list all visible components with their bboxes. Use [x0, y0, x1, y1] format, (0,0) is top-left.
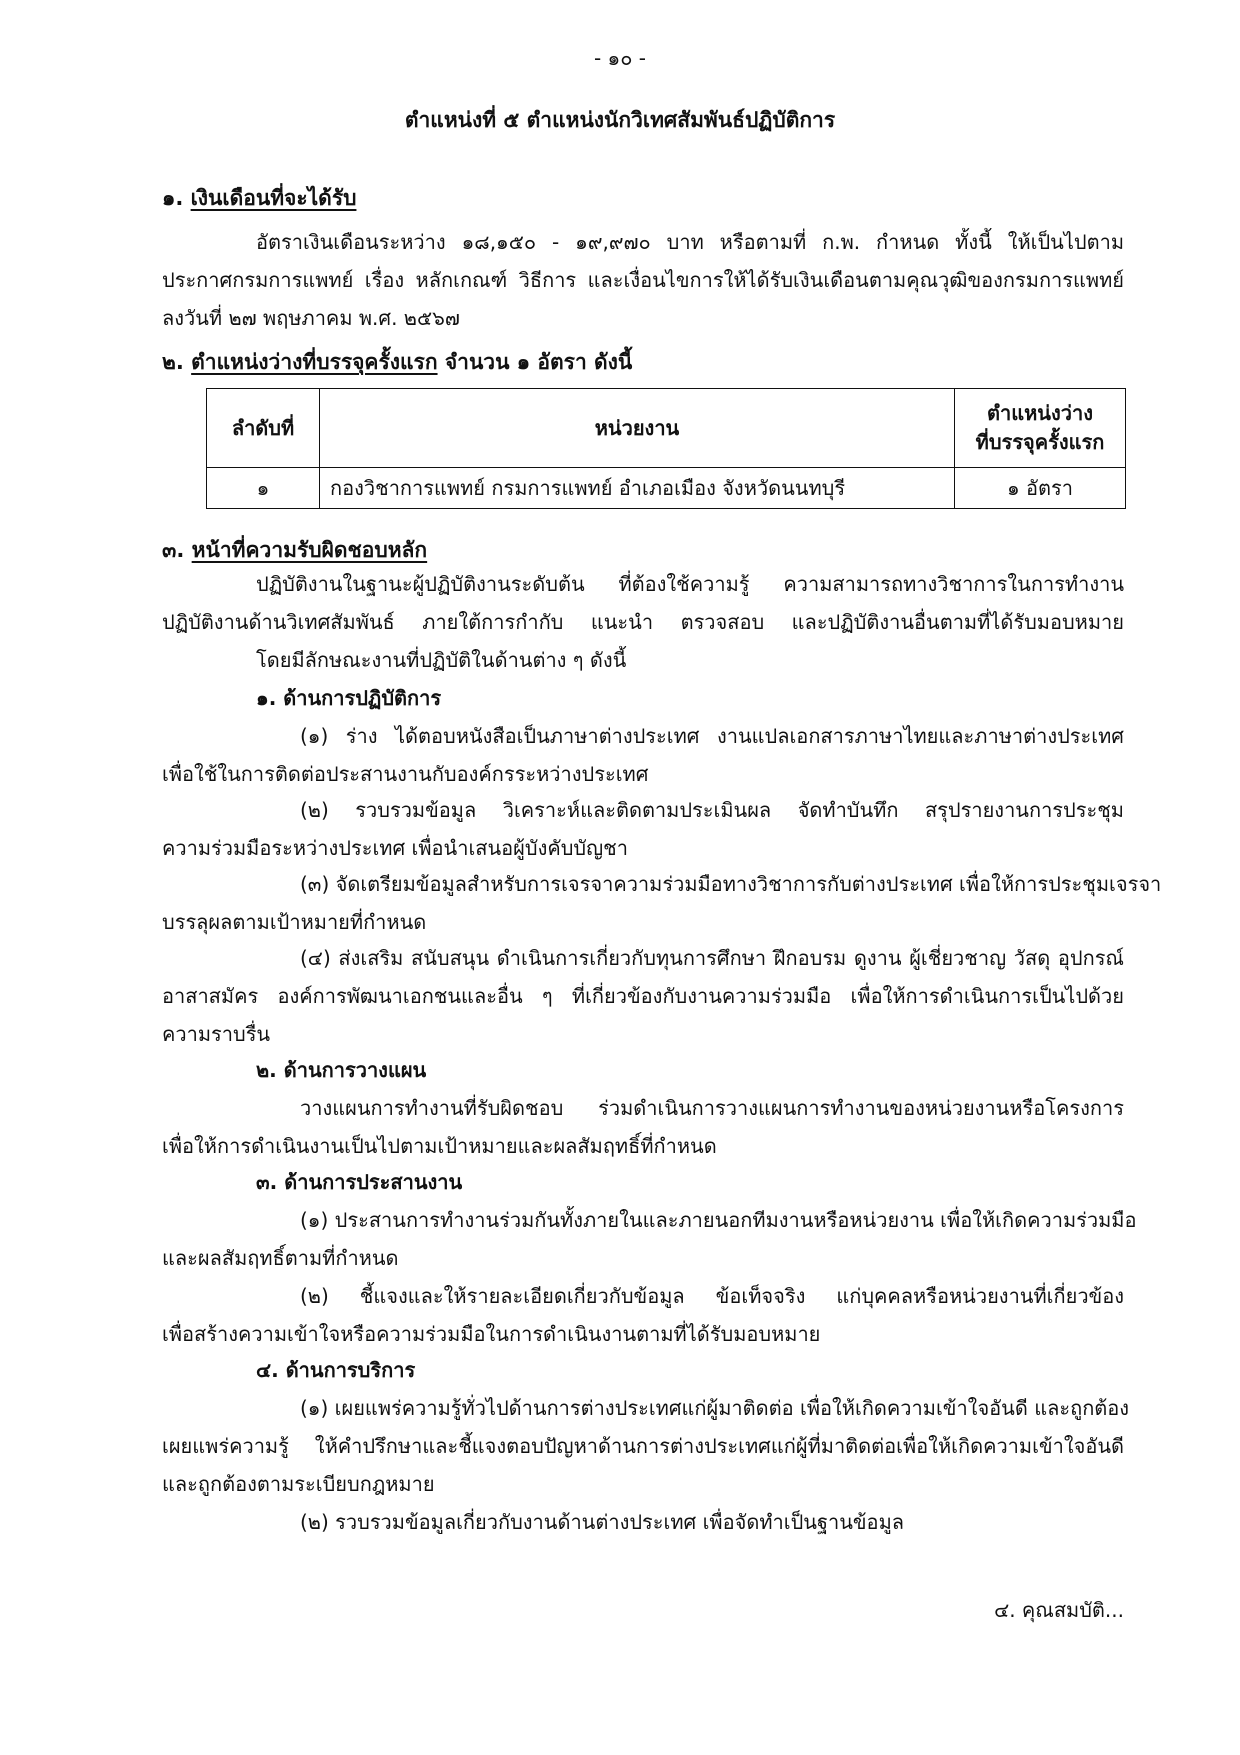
service-item-line: และถูกต้องตามระเบียบกฎหมาย [162, 1472, 435, 1496]
operations-item-line: อาสาสมัคร องค์การพัฒนาเอกชนและอื่น ๆ ที่เกี่ยวข้องกับงานความร่วมมือ เพื่อให้การดำเนินการเป็นไปด้วย [162, 984, 1124, 1008]
operations-item-line: (๒) รวบรวมข้อมูล วิเคราะห์และติดตามประเมินผล จัดทำบันทึก สรุปรายงานการประชุม [300, 798, 1124, 822]
operations-item-line: (๓) จัดเตรียมข้อมูลสำหรับการเจรจาความร่วมมือทางวิชาการกับต่างประเทศ เพื่อให้การประชุมเจรจา [300, 872, 1162, 896]
section-title: เงินเดือนที่จะได้รับ [190, 186, 357, 210]
operations-item-line: ความร่วมมือระหว่างประเทศ เพื่อนำเสนอผู้บังคับบัญชา [162, 836, 628, 860]
subsection-operations-heading: ๑. ด้านการปฏิบัติการ [256, 686, 442, 710]
page-title: ตำแหน่งที่ ๕ ตำแหน่งนักวิเทศสัมพันธ์ปฏิบัติการ [404, 108, 836, 132]
duties-intro-line: ปฏิบัติงานในฐานะผู้ปฏิบัติงานระดับต้น ที่ต้องใช้ความรู้ ความสามารถทางวิชาการในการทำงาน [256, 572, 1124, 596]
service-item-line: (๑) เผยแพร่ความรู้ทั่วไปด้านการต่างประเทศแก่ผู้มาติดต่อ เพื่อให้เกิดความเข้าใจอันดี และถูกต้อง [300, 1396, 1130, 1420]
column-header-vacancy-line2: ที่บรรจุครั้งแรก [975, 430, 1105, 454]
operations-item-line: บรรลุผลตามเป้าหมายที่กำหนด [162, 910, 427, 934]
coordination-item-line: (๒) ชี้แจงและให้รายละเอียดเกี่ยวกับข้อมูล ข้อเท็จจริง แก่บุคคลหรือหน่วยงานที่เกี่ยวข้อง [300, 1284, 1124, 1308]
section-salary-heading [162, 188, 356, 209]
table-header-row [207, 389, 1126, 468]
section-vacancy-heading [162, 352, 632, 373]
section-number: ๒. [162, 350, 184, 374]
operations-item-line: (๔) ส่งเสริม สนับสนุน ดำเนินการเกี่ยวกับทุนการศึกษา ฝึกอบรม ดูงาน ผู้เชี่ยวชาญ วัสดุ อุปกรณ์ [300, 946, 1124, 970]
column-header-vacancy [955, 389, 1126, 468]
coordination-item-line: และผลสัมฤทธิ์ตามที่กำหนด [162, 1246, 399, 1270]
salary-line: อัตราเงินเดือนระหว่าง ๑๘,๑๕๐ - ๑๙,๙๗๐ บาท หรือตามที่ ก.พ. กำหนด ทั้งนี้ ให้เป็นไปตาม [256, 230, 1125, 254]
operations-item-line: ความราบรื่น [162, 1022, 271, 1046]
operations-item-line: เพื่อใช้ในการติดต่อประสานงานกับองค์กรระหว่างประเทศ [162, 762, 649, 786]
cell-vacancy: ๑ อัตรา [955, 468, 1126, 509]
section-number: ๑. [162, 186, 184, 210]
column-header-unit: หน่วยงาน [320, 389, 955, 468]
service-item-line: (๒) รวบรวมข้อมูลเกี่ยวกับงานด้านต่างประเทศ เพื่อจัดทำเป็นฐานข้อมูล [300, 1510, 905, 1534]
section-duties-heading [162, 540, 427, 561]
service-item-line: เผยแพร่ความรู้ ให้คำปรึกษาและชี้แจงตอบปัญหาด้านการต่างประเทศแก่ผู้ที่มาติดต่อเพื่อให้เกิดความเข้าใจอันดี [162, 1434, 1124, 1458]
subsection-planning-heading: ๒. ด้านการวางแผน [256, 1058, 427, 1082]
column-header-vacancy-line1: ตำแหน่งว่าง [987, 401, 1093, 425]
operations-item-line: (๑) ร่าง ได้ตอบหนังสือเป็นภาษาต่างประเทศ งานแปลเอกสารภาษาไทยและภาษาต่างประเทศ [300, 724, 1124, 748]
planning-line: เพื่อให้การดำเนินงานเป็นไปตามเป้าหมายและผลสัมฤทธิ์ที่กำหนด [162, 1134, 717, 1158]
coordination-item-line: เพื่อสร้างความเข้าใจหรือความร่วมมือในการดำเนินงานตามที่ได้รับมอบหมาย [162, 1322, 821, 1346]
section-title: หน้าที่ความรับผิดชอบหลัก [191, 538, 428, 562]
duties-intro-line: โดยมีลักษณะงานที่ปฏิบัติในด้านต่าง ๆ ดังนี้ [256, 648, 627, 672]
column-header-order: ลำดับที่ [207, 389, 320, 468]
subsection-coordination-heading: ๓. ด้านการประสานงาน [256, 1170, 463, 1194]
cell-order: ๑ [207, 468, 320, 509]
section-number: ๓. [162, 538, 185, 562]
cell-unit: กองวิชาการแพทย์ กรมการแพทย์ อำเภอเมือง จังหวัดนนทบุรี [320, 468, 955, 509]
vacancy-table [206, 388, 1126, 509]
salary-line: ประกาศกรมการแพทย์ เรื่อง หลักเกณฑ์ วิธีการ และเงื่อนไขการให้ได้รับเงินเดือนตามคุณวุฒิของกรมการแพทย์ [162, 268, 1124, 292]
planning-line: วางแผนการทำงานที่รับผิดชอบ ร่วมดำเนินการวางแผนการทำงานของหน่วยงานหรือโครงการ [300, 1096, 1124, 1120]
section-title: ตำแหน่งว่างที่บรรจุครั้งแรก [191, 350, 438, 374]
duties-intro-line: ปฏิบัติงานด้านวิเทศสัมพันธ์ ภายใต้การกำกับ แนะนำ ตรวจสอบ และปฏิบัติงานอื่นตามที่ได้รับมอบหมาย [162, 610, 1124, 634]
subsection-service-heading: ๔. ด้านการบริการ [256, 1358, 416, 1382]
coordination-item-line: (๑) ประสานการทำงานร่วมกันทั้งภายในและภายนอกทีมงานหรือหน่วยงาน เพื่อให้เกิดความร่วมมือ [300, 1208, 1137, 1232]
section-title-rest: จำนวน ๑ อัตรา ดังนี้ [444, 350, 633, 374]
salary-line: ลงวันที่ ๒๗ พฤษภาคม พ.ศ. ๒๕๖๗ [162, 306, 460, 330]
continuation-note: ๔. คุณสมบัติ... [994, 1598, 1124, 1622]
page-number: - ๑๐ - [593, 46, 647, 70]
table-row [207, 468, 1126, 509]
